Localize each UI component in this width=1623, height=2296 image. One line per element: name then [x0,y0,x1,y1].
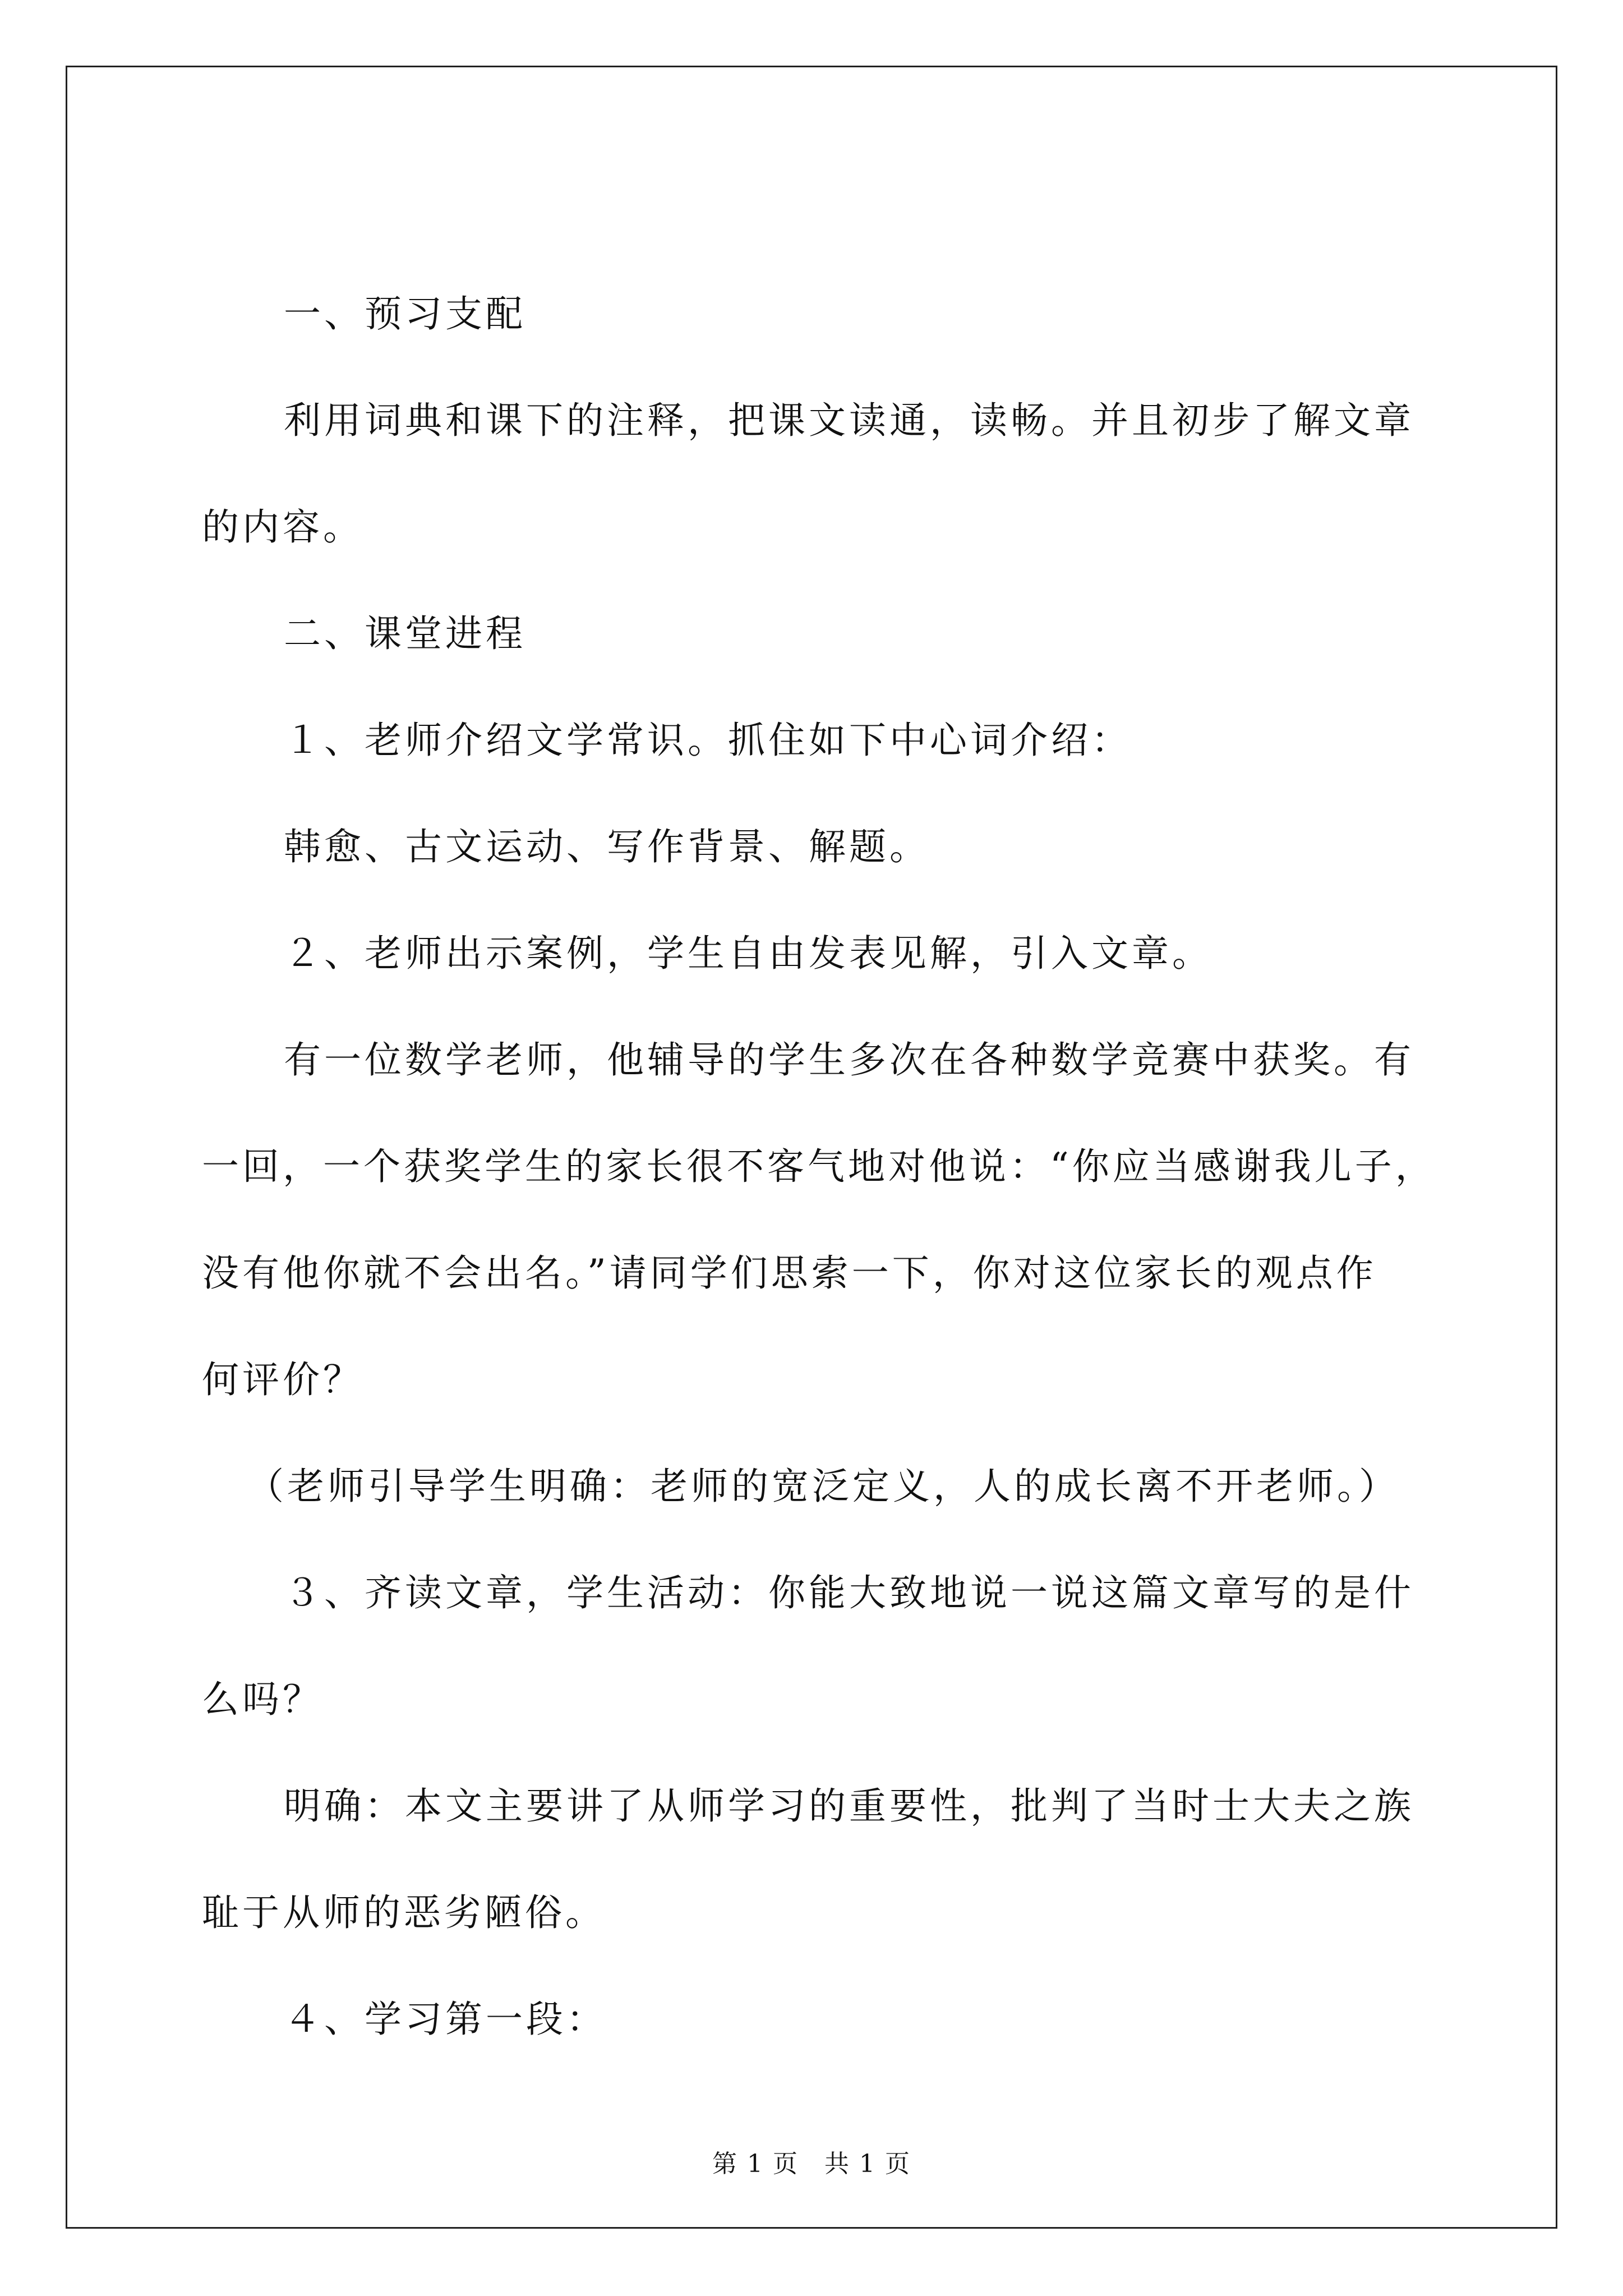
paragraph-line: 有一位数学老师，他辅导的学生多次在各种数学竞赛中获奖。有 [284,1038,1414,1082]
paragraph-line: 耻于从师的恶劣陋俗。 [202,1891,606,1934]
paragraph-line: ２、老师出示案例，学生自由发表见解，引入文章。 [284,932,1212,975]
paragraph-line: 韩愈、古文运动、写作背景、解题。 [284,825,930,868]
paragraph-line: ３、齐读文章，学生活动：你能大致地说一说这篇文章写的是什 [284,1571,1414,1614]
paragraph-line: 么吗？ [202,1678,323,1721]
section-heading-class: 二、课堂进程 [284,612,526,655]
paragraph-line: （老师引导学生明确：老师的宽泛定义，人的成长离不开老师。） [247,1465,1399,1508]
paragraph-line: 何评价？ [202,1358,363,1401]
section-heading-preview: 一、预习支配 [284,292,526,335]
paragraph-line: 一回，一个获奖学生的家长很不客气地对他说：“你应当感谢我儿子， [202,1145,1436,1188]
page-frame [66,66,1557,2229]
paragraph-line: １、老师介绍文学常识。抓住如下中心词介绍： [284,719,1132,762]
paragraph-line: 的内容。 [202,505,363,549]
paragraph-line: 利用词典和课下的注释，把课文读通，读畅。并且初步了解文章 [284,399,1414,442]
page-number-footer: 第 1 页 共 1 页 [712,2150,911,2178]
paragraph-line: ４、学习第一段： [284,1998,607,2041]
page-content [67,67,1556,2227]
paragraph-line: 明确：本文主要讲了从师学习的重要性，批判了当时士大夫之族 [284,1784,1414,1828]
paragraph-line: 没有他你就不会出名。”请同学们思索一下，你对这位家长的观点作 [202,1251,1377,1295]
